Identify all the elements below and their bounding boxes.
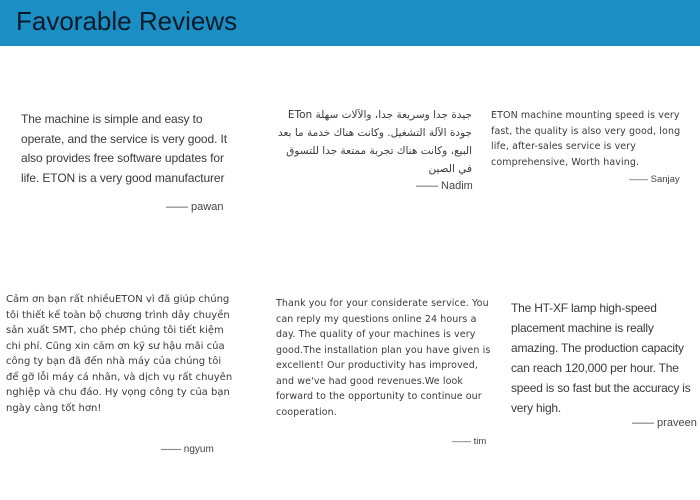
review-author: —— tim (452, 436, 487, 447)
review-card-ngyum (6, 292, 236, 455)
review-text: The machine is simple and easy to operate, and the service is very good. It also provides free software updates for life. ETON is a very good manufacturer (21, 112, 228, 185)
review-text: جيدة جدا وسريعة جدا، والآلات سهلة ETon جودة الآلة التشغيل. وكانت هناك خدمة ما بعد البيع، وكانت هناك تجربة ممتعة جدا للتسوق في الصين (277, 109, 472, 175)
review-text: Cảm ơn bạn rất nhiềuETON vì đã giúp chúng tôi thiết kế toàn bộ chương trình dây chuyền sản xuất SMT, cho phép chúng tôi tiết kiệm chi phí. Cũng xin cảm ơn kỹ sư hậu mãi của công ty bạn đã đến nhà máy của chúng tôi để gỡ lỗi máy cá nhân, và dịch vụ rất chuyên nghiệp và chu đáo. Hy vọng công ty của bạn ngày càng tốt hơn! (6, 294, 233, 414)
header-bar (0, 0, 700, 46)
page-title: Favorable Reviews (16, 6, 238, 36)
review-text: Thank you for your considerate service. You can reply my questions online 24 hours a day. The quality of your machines is very good.The installation plan you have given is excellent! Our productivity has improved, and we've had good revenues.We look forward to the opportunity to continue our cooperation. (276, 298, 491, 418)
review-card-nadim (272, 106, 473, 192)
review-text: ETON machine mounting speed is very fast, the quality is also very good, long life, after-sales service is very comprehensive, Worth having. (491, 110, 681, 168)
review-card-pawan (21, 110, 231, 213)
review-author: —— pawan (166, 201, 224, 213)
review-card-praveen (511, 298, 697, 429)
review-card-tim (276, 296, 496, 447)
review-author: —— praveen (632, 417, 697, 429)
review-author: —— ngyum (161, 444, 214, 455)
review-text: The HT-XF lamp high-speed placement machine is really amazing. The production capacity can reach 120,000 per hour. The speed is so fast but the accuracy is very high. (511, 301, 691, 415)
review-author: —— Sanjay (629, 174, 680, 185)
review-card-sanjay (491, 108, 691, 185)
review-author: —— Nadim (416, 180, 473, 192)
